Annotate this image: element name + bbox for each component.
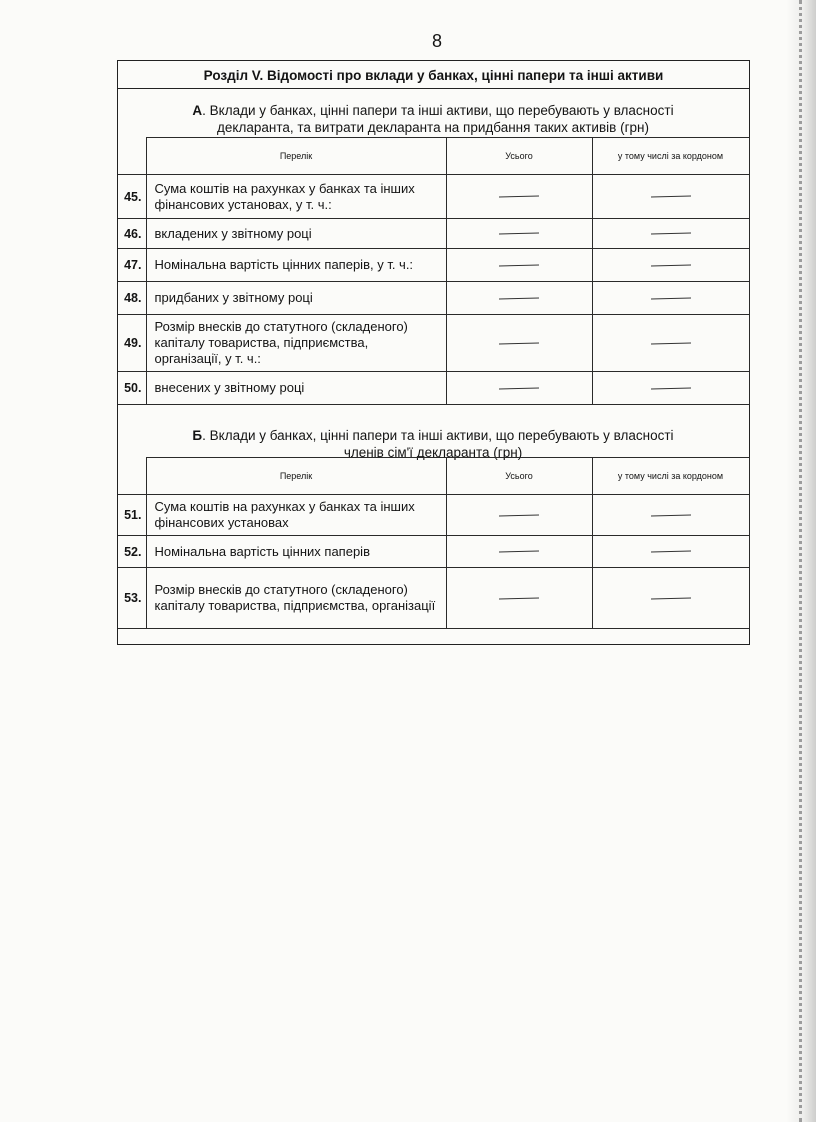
dash-abroad bbox=[650, 387, 690, 389]
abroad-cell[interactable] bbox=[592, 219, 749, 249]
abroad-cell[interactable] bbox=[592, 175, 749, 219]
abroad-cell[interactable] bbox=[592, 495, 749, 536]
header-list: Перелік bbox=[146, 138, 446, 175]
row-number: 46. bbox=[118, 219, 146, 249]
dash-abroad bbox=[650, 264, 690, 266]
table-row bbox=[118, 372, 749, 405]
part-a-title-text: . Вклади у банках, цінні папери та інші активи, що перебувають у власності декларанта, та витрати декларанта на придбання таких активів (грн) bbox=[202, 103, 674, 135]
abroad-cell[interactable] bbox=[592, 282, 749, 315]
abroad-cell[interactable] bbox=[592, 568, 749, 629]
dash-total bbox=[499, 514, 539, 516]
binding-edge bbox=[796, 0, 802, 1122]
total-cell[interactable] bbox=[446, 536, 592, 568]
total-cell[interactable] bbox=[446, 495, 592, 536]
header-abroad: у тому числі за кордоном bbox=[592, 458, 749, 495]
row-number: 49. bbox=[118, 315, 146, 372]
row-label: вкладених у звітному році bbox=[146, 219, 446, 249]
part-b-header-row bbox=[118, 458, 749, 495]
dash-total bbox=[499, 342, 539, 344]
header-blank bbox=[118, 458, 146, 495]
dash-abroad bbox=[650, 195, 690, 197]
row-number: 48. bbox=[118, 282, 146, 315]
table-row bbox=[118, 282, 749, 315]
part-b-title bbox=[173, 427, 693, 461]
row-label: внесених у звітному році bbox=[146, 372, 446, 405]
row-number: 50. bbox=[118, 372, 146, 405]
header-abroad: у тому числі за кордоном bbox=[592, 138, 749, 175]
dash-abroad bbox=[650, 297, 690, 299]
table-row bbox=[118, 568, 749, 629]
dash-total bbox=[499, 297, 539, 299]
dash-total bbox=[499, 232, 539, 234]
row-number: 45. bbox=[118, 175, 146, 219]
part-b-table bbox=[118, 457, 750, 629]
header-total: Усього bbox=[446, 138, 592, 175]
row-number: 47. bbox=[118, 249, 146, 282]
row-label: Номінальна вартість цінних паперів bbox=[146, 536, 446, 568]
row-label: Розмір внесків до статутного (складеного) капіталу товариства, підприємства, організації bbox=[146, 568, 446, 629]
total-cell[interactable] bbox=[446, 282, 592, 315]
section-frame bbox=[117, 60, 750, 645]
abroad-cell[interactable] bbox=[592, 372, 749, 405]
dash-abroad bbox=[650, 514, 690, 516]
part-a-title bbox=[173, 102, 693, 136]
dash-abroad bbox=[650, 232, 690, 234]
dash-abroad bbox=[650, 342, 690, 344]
dash-abroad bbox=[650, 597, 690, 599]
dash-total bbox=[499, 264, 539, 266]
abroad-cell[interactable] bbox=[592, 249, 749, 282]
table-row bbox=[118, 495, 749, 536]
dash-total bbox=[499, 597, 539, 599]
total-cell[interactable] bbox=[446, 315, 592, 372]
table-row bbox=[118, 315, 749, 372]
total-cell[interactable] bbox=[446, 175, 592, 219]
row-label: Сума коштів на рахунках у банках та інших фінансових установах, у т. ч.: bbox=[146, 175, 446, 219]
total-cell[interactable] bbox=[446, 249, 592, 282]
table-row bbox=[118, 249, 749, 282]
dash-total bbox=[499, 387, 539, 389]
table-row bbox=[118, 175, 749, 219]
abroad-cell[interactable] bbox=[592, 315, 749, 372]
row-number: 51. bbox=[118, 495, 146, 536]
row-label: Номінальна вартість цінних паперів, у т. ч.: bbox=[146, 249, 446, 282]
header-blank bbox=[118, 138, 146, 175]
total-cell[interactable] bbox=[446, 568, 592, 629]
total-cell[interactable] bbox=[446, 219, 592, 249]
section-title: Розділ V. Відомості про вклади у банках, цінні папери та інші активи bbox=[118, 61, 749, 89]
row-label: Розмір внесків до статутного (складеного) капіталу товариства, підприємства, організації, у т. ч.: bbox=[146, 315, 446, 372]
total-cell[interactable] bbox=[446, 372, 592, 405]
table-row bbox=[118, 219, 749, 249]
table-row bbox=[118, 536, 749, 568]
part-a-table bbox=[118, 137, 750, 405]
row-number: 53. bbox=[118, 568, 146, 629]
part-b-title-text: . Вклади у банках, цінні папери та інші активи, що перебувають у власності членів сім'ї декларанта (грн) bbox=[202, 428, 674, 460]
abroad-cell[interactable] bbox=[592, 536, 749, 568]
part-a-header-row bbox=[118, 138, 749, 175]
row-label: Сума коштів на рахунках у банках та інших фінансових установах bbox=[146, 495, 446, 536]
header-total: Усього bbox=[446, 458, 592, 495]
dash-total bbox=[499, 195, 539, 197]
dash-total bbox=[499, 550, 539, 552]
dash-abroad bbox=[650, 550, 690, 552]
page-number: 8 bbox=[432, 31, 443, 51]
part-a-letter: А bbox=[192, 103, 203, 118]
header-list: Перелік bbox=[146, 458, 446, 495]
part-b-letter: Б bbox=[192, 428, 203, 443]
row-number: 52. bbox=[118, 536, 146, 568]
row-label: придбаних у звітному році bbox=[146, 282, 446, 315]
